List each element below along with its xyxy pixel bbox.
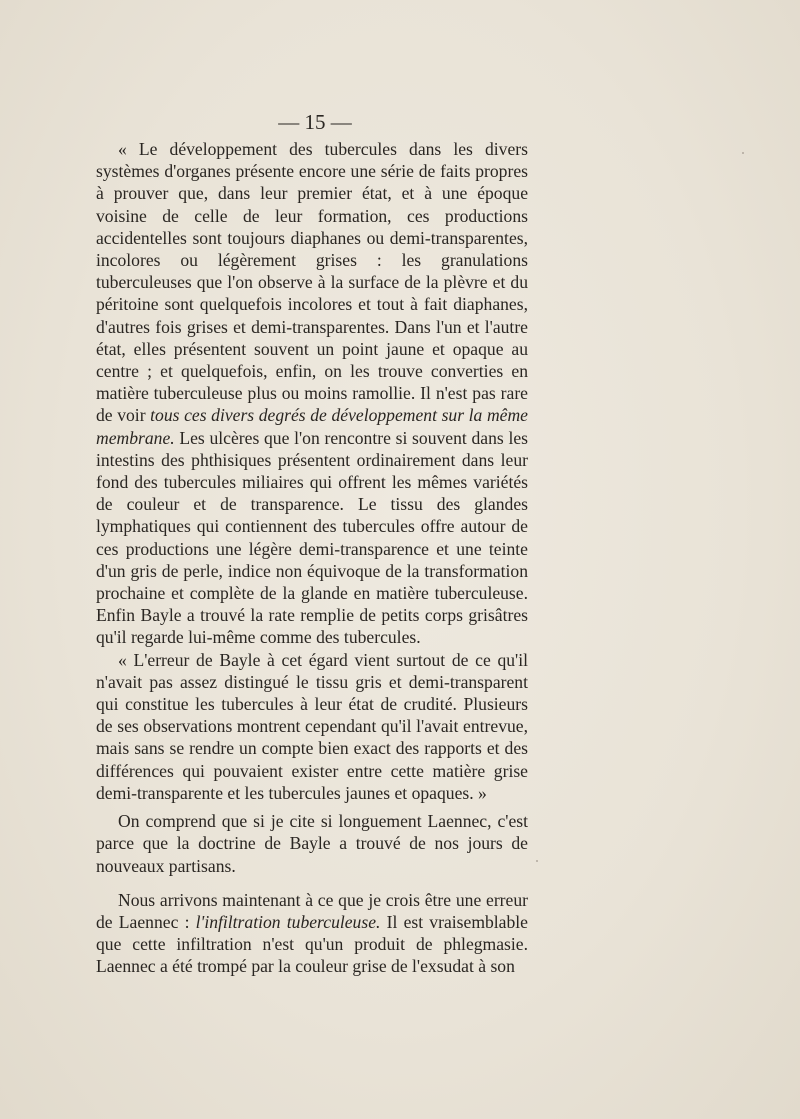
paragraph-1-text-b: Les ulcères que l'on rencontre si souvent dans les intestins des phthisiques présentent ordinairement dans leur fond des tubercules miliaires qui offrent les mêmes variétés de couleur et de transparence. Le tissu des glandes lymphatiques qui contiennent des tubercules offre autour de ces productions une légère demi-transparence et une teinte d'un gris de perle, indice non équivoque de la transformation prochaine et complète de la glande en matière tuberculeuse. Enfin Bayle a trouvé la rate remplie de petits corps grisâtres qu'il regarde lui-même comme des tubercules. [96, 427, 528, 648]
paragraph-3-text: On comprend que si je cite si longuement Laennec, c'est parce que la doctrine de Bayle a trouvé de nos jours de nouveaux partisans. [96, 811, 528, 876]
paragraph-3 [96, 810, 528, 877]
body-text [96, 138, 528, 978]
paragraph-1 [96, 138, 528, 649]
paragraph-4 [96, 889, 528, 978]
paragraph-2 [96, 649, 528, 804]
paper-speck [536, 860, 538, 862]
paragraph-1-italic: tous ces divers degrés de développement sur la même membrane. [96, 405, 528, 448]
paragraph-2-text: « L'erreur de Bayle à cet égard vient surtout de ce qu'il n'avait pas assez distingué le tissu gris et demi-transparent qui constitue les tubercules à leur état de crudité. Plusieurs de ses observations montrent cependant qu'il l'avait entrevue, mais sans se rendre un compte bien exact des rapports et des différences qui pouvaient exister entre cette matière grise demi-transparente et les tubercules jaunes et opaques. » [96, 649, 528, 803]
paragraph-4-text-a: Nous arrivons maintenant à ce que je crois être une erreur de Laennec : [96, 889, 528, 932]
paragraph-4-text-b: Il est vraisemblable que cette infiltration n'est qu'un produit de phlegmasie. Laennec a été trompé par la couleur grise de l'exsudat à son [96, 911, 528, 977]
paragraph-1-text-a: « Le développement des tubercules dans les divers systèmes d'organes présente encore une série de faits propres à prouver que, dans leur premier état, et à une époque voisine de celle de leur formation, ces productions accidentelles sont toujours diaphanes ou demi-transparentes, incolores ou légèrement grises : les granulations tuberculeuses que l'on observe à la surface de la plèvre et du péritoine sont quelquefois incolores et tout à fait diaphanes, d'autres fois grises et demi-transparentes. Dans l'un et l'autre état, elles présentent souvent un point jaune et opaque au centre ; et quelquefois, enfin, on les trouve converties en matière tuberculeuse plus ou moins ramollie. Il n'est pas rare de voir [96, 139, 528, 426]
paper-speck [742, 152, 744, 154]
paragraph-4-italic: l'infiltration tuberculeuse. [195, 911, 381, 932]
page-number: — 15 — [278, 110, 352, 134]
